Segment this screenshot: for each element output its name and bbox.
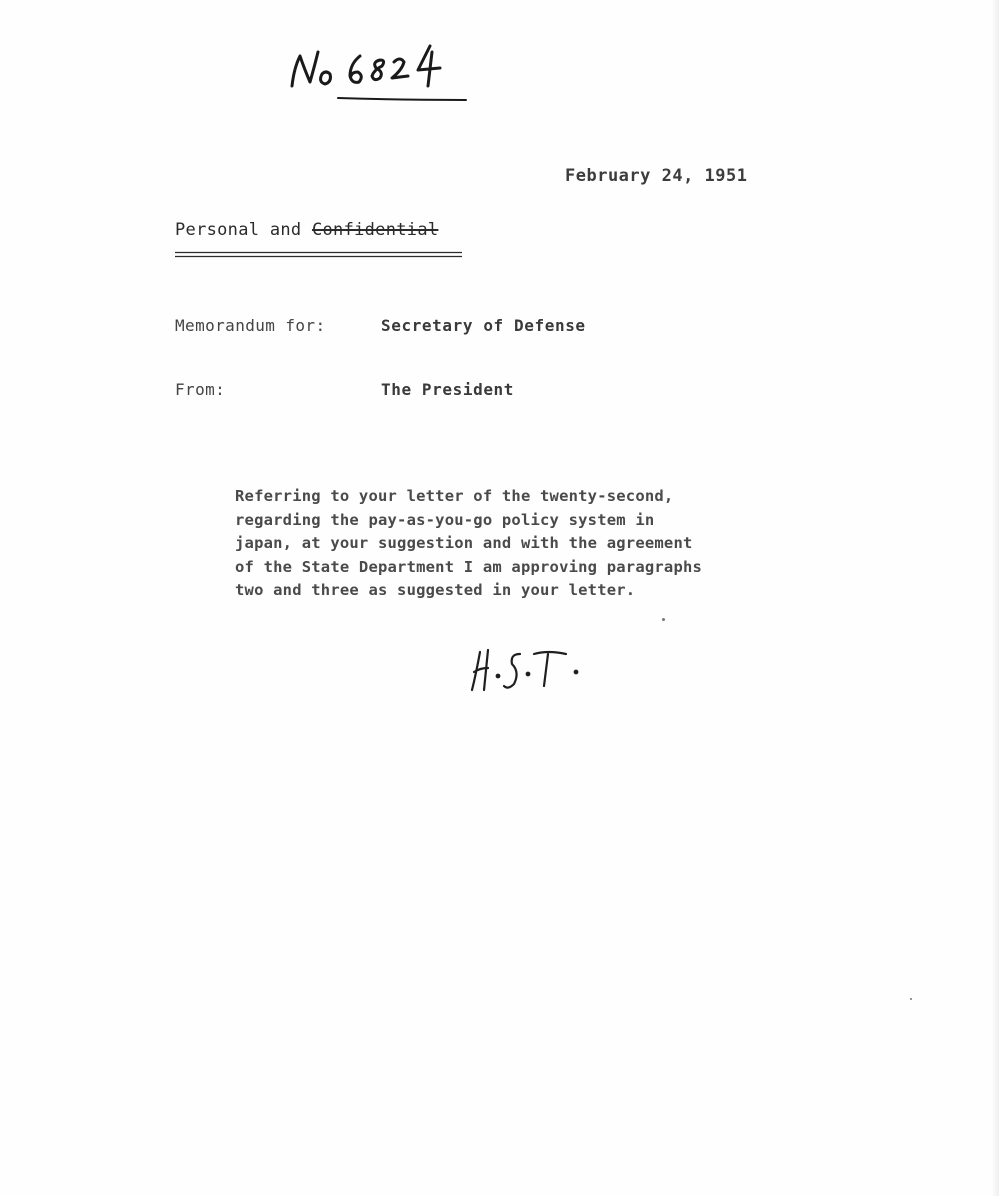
from-label: From: [175, 380, 226, 399]
signature-ink [458, 642, 598, 702]
classification-double-underline [175, 243, 462, 250]
memo-body-line: two and three as suggested in your letter. [235, 581, 636, 599]
paper-speck [910, 998, 912, 1000]
memo-body-line: Referring to your letter of the twenty-second, [235, 487, 674, 505]
paper-speck [662, 618, 665, 621]
classification-marking [175, 220, 438, 240]
handwritten-number-ink [280, 38, 480, 108]
double-underline-lines [175, 251, 462, 258]
memo-body [235, 485, 795, 603]
document-date: February 24, 1951 [565, 166, 748, 186]
handwritten-document-number [280, 38, 480, 108]
memo-body-line: japan, at your suggestion and with the agreement [235, 534, 693, 552]
handwritten-signature [458, 642, 598, 702]
memorandum-recipient: Secretary of Defense [381, 316, 586, 335]
memorandum-label: Memorandum for: [175, 316, 326, 335]
classification-struck-word: Confidential [311, 220, 439, 240]
page-edge-shadow [991, 0, 999, 1196]
memo-body-line: of the State Department I am approving paragraphs [235, 557, 703, 576]
classification-prefix: Personal and [175, 220, 302, 240]
from-value: The President [381, 380, 515, 399]
memo-body-line: regarding the pay-as-you-go policy system in [235, 510, 655, 529]
